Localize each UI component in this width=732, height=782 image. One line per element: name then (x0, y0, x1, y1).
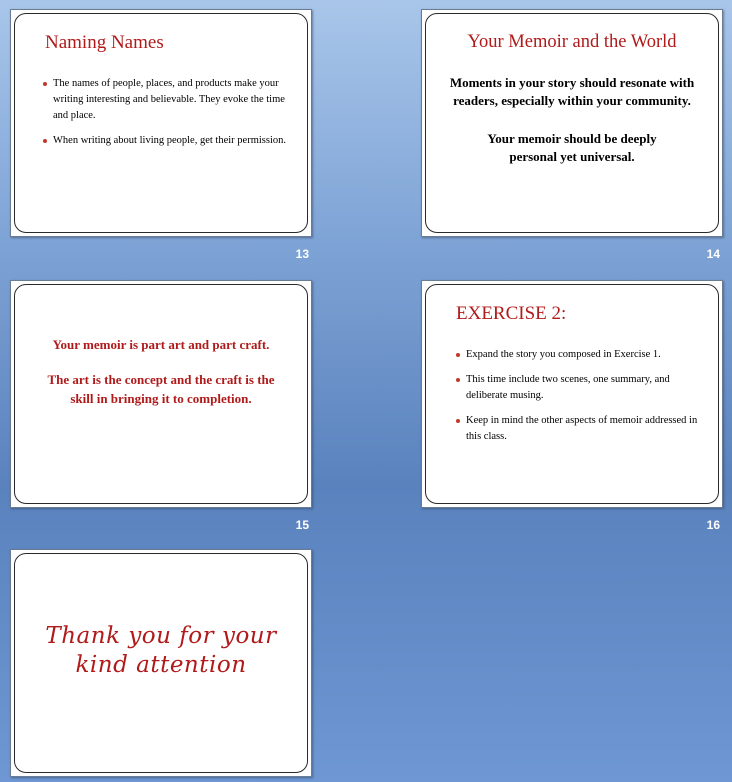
slide-content (14, 553, 308, 773)
bullet-list (43, 76, 288, 158)
thank-you-line: Thank you for your (45, 623, 277, 649)
thank-you-line: kind attention (75, 652, 247, 678)
bullet-item: This time include two scenes, one summary, and deliberate musing. (456, 372, 701, 404)
slide-title: Naming Names (45, 32, 164, 53)
body-paragraph: Your memoir should be deeply personal yet universal. (487, 131, 657, 164)
body-paragraph: Your memoir is part art and part craft. (52, 337, 270, 352)
bullet-item: Keep in mind the other aspects of memoir addressed in this class. (456, 413, 701, 445)
slide-content (14, 13, 308, 233)
slide-title: Your Memoir and the World (467, 32, 677, 52)
slide-thumbnail-17[interactable] (10, 549, 312, 777)
slide-thumbnail-14[interactable] (421, 9, 723, 237)
slide-content (425, 13, 719, 233)
slide-thumbnail-13[interactable] (10, 9, 312, 237)
slide-number: 14 (706, 247, 720, 261)
body-paragraph: The art is the concept and the craft is the skill in bringing it to completion. (47, 372, 275, 406)
slide-thumbnail-15[interactable] (10, 280, 312, 508)
slide-content (425, 284, 719, 504)
slide-number: 16 (706, 518, 720, 532)
slide-thumbnail-16[interactable] (421, 280, 723, 508)
slide-title: EXERCISE 2: (456, 303, 567, 324)
bullet-item: Expand the story you composed in Exercise 1. (456, 347, 701, 363)
bullet-item: The names of people, places, and products make your writing interesting and believable. They evoke the time and place. (43, 76, 288, 124)
bullet-item: When writing about living people, get their permission. (43, 133, 288, 149)
body-paragraph: Moments in your story should resonate with readers, especially within your community. (449, 75, 695, 108)
bullet-list (456, 347, 701, 454)
slide-body (37, 335, 285, 408)
thank-you-text (25, 622, 297, 680)
slide-number: 13 (295, 247, 309, 261)
slide-content (14, 284, 308, 504)
slide-body (441, 74, 703, 166)
slide-number: 15 (295, 518, 309, 532)
